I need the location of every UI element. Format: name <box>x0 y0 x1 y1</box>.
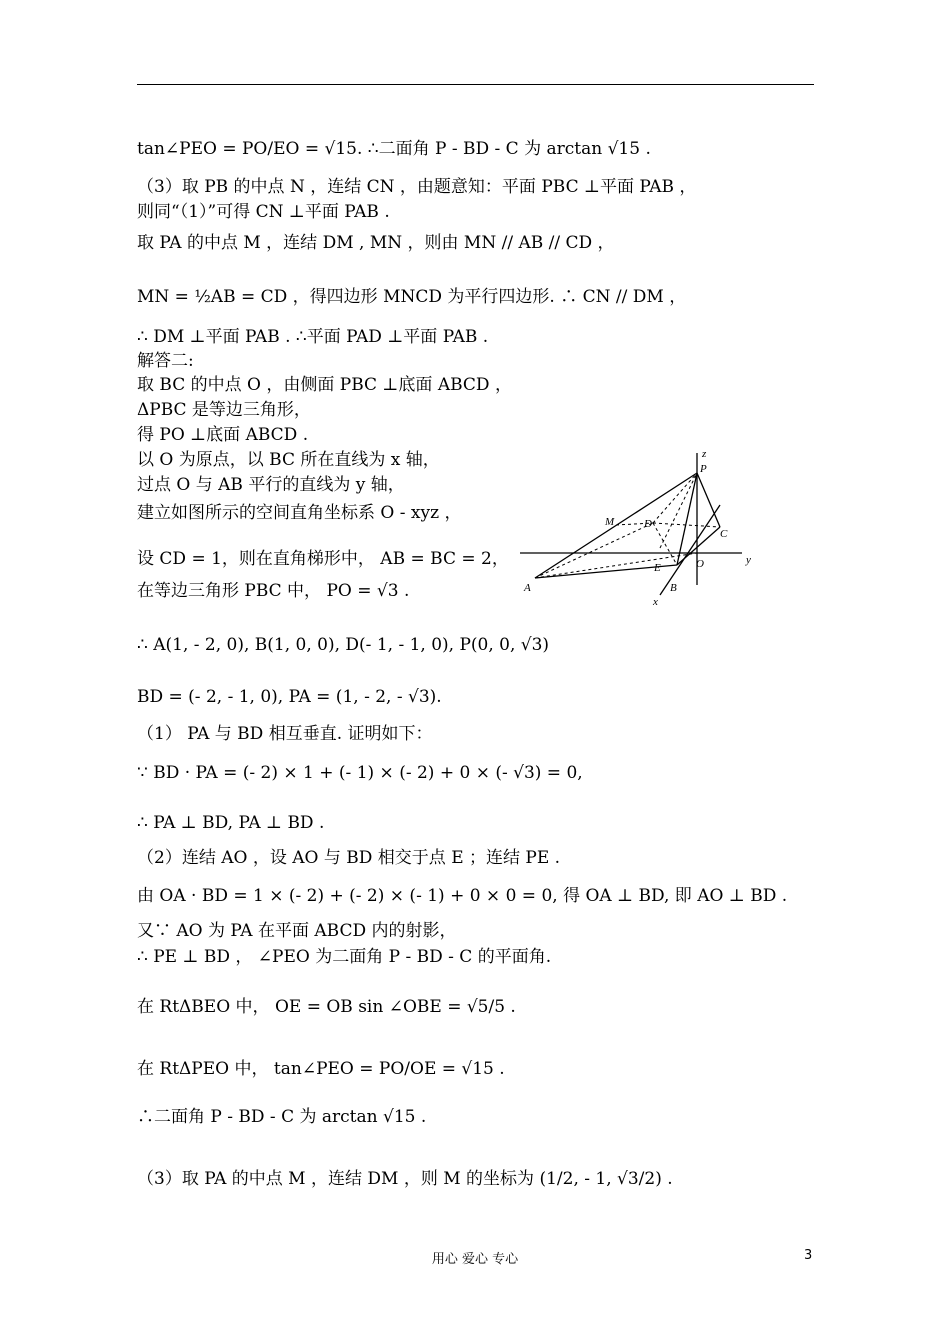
label-b: B <box>670 582 677 594</box>
text-line: （1） PA 与 BD 相互垂直. 证明如下： <box>137 724 433 744</box>
text-line: 取 BC 的中点 O ，由侧面 PBC ⊥底面 ABCD ， <box>137 375 512 395</box>
text-line: ΔPBC 是等边三角形， <box>137 400 311 420</box>
text-line: ∴ DM ⊥平面 PAB . ∴平面 PAD ⊥平面 PAB . <box>137 327 489 347</box>
text-line: BD = (- 2, - 1, 0), PA = (1, - 2, - √3). <box>137 687 442 707</box>
text-line: 以 O 为原点，以 BC 所在直线为 x 轴， <box>137 450 440 470</box>
text-line: 取 PA 的中点 M ，连结 DM , MN ，则由 MN // AB // CD ， <box>137 233 615 253</box>
label-c: C <box>720 528 728 540</box>
text-line: （3）取 PA 的中点 M ，连结 DM ，则 M 的坐标为 (1/2, - 1, √3/2) . <box>137 1169 673 1189</box>
text-line: 建立如图所示的空间直角坐标系 O - xyz ， <box>137 503 462 523</box>
text-line: 设 CD = 1，则在直角梯形中， AB = BC = 2， <box>137 549 509 569</box>
text-line: MN = ½AB = CD ，得四边形 MNCD 为平行四边形. ∴ CN // DM ， <box>137 287 687 307</box>
text-line: （3）取 PB 的中点 N ，连结 CN ，由题意知：平面 PBC ⊥平面 PAB ， <box>137 177 697 197</box>
text-line: 由 OA · BD = 1 × (- 2) + (- 2) × (- 1) + 0 × 0 = 0, 得 OA ⊥ BD, 即 AO ⊥ BD . <box>137 886 788 906</box>
text-line: ∴二面角 P - BD - C 为 arctan √15 . <box>137 1107 427 1127</box>
pyramid-coordinate-figure <box>520 445 765 610</box>
text-line: 在 RtΔBEO 中， OE = OB sin ∠OBE = √5/5 . <box>137 997 516 1017</box>
label-x: x <box>653 596 658 608</box>
label-a: A <box>524 582 531 594</box>
text-line: （2）连结 AO ，设 AO 与 BD 相交于点 E ；连结 PE . <box>137 848 561 868</box>
text-line: 得 PO ⊥底面 ABCD . <box>137 425 309 445</box>
text-line: 又∵ AO 为 PA 在平面 ABCD 内的射影， <box>137 921 457 941</box>
label-e: E <box>654 562 661 574</box>
text-line: ∵ BD · PA = (- 2) × 1 + (- 1) × (- 2) + 0 × (- √3) = 0, <box>137 763 583 783</box>
text-line: ∴ PE ⊥ BD ， ∠PEO 为二面角 P - BD - C 的平面角. <box>137 947 552 967</box>
page-number: 3 <box>804 1248 813 1263</box>
label-p: P <box>700 463 707 475</box>
text-line: 则同“（1）”可得 CN ⊥平面 PAB . <box>137 202 390 222</box>
header-rule <box>137 84 814 85</box>
text-line: 解答二: <box>137 351 194 371</box>
text-line: tan∠PEO = PO/EO = √15. ∴二面角 P - BD - C 为 arctan √15 . <box>137 139 651 159</box>
text-line: 在等边三角形 PBC 中， PO = √3 . <box>137 581 410 601</box>
text-line: 在 RtΔPEO 中， tan∠PEO = PO/OE = √15 . <box>137 1059 505 1079</box>
label-m: M <box>605 516 615 528</box>
text-line: ∴ PA ⊥ BD, PA ⊥ BD . <box>137 813 325 833</box>
label-y: y <box>746 554 751 566</box>
label-o: O <box>696 558 704 570</box>
page-footer: 用心 爱心 专心 <box>431 1252 519 1267</box>
text-line: 过点 O 与 AB 平行的直线为 y 轴， <box>137 475 405 495</box>
label-z: z <box>702 448 707 460</box>
text-line: ∴ A(1, - 2, 0), B(1, 0, 0), D(- 1, - 1, 0), P(0, 0, √3) <box>137 635 550 655</box>
label-d: D <box>644 518 652 530</box>
